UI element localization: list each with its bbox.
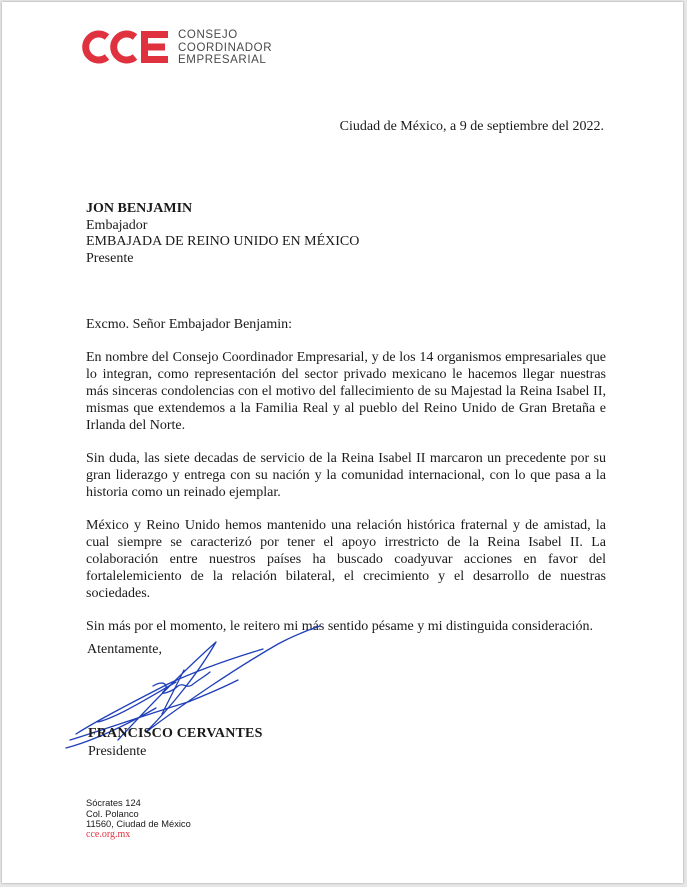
- addressee-name: JON BENJAMIN: [86, 201, 193, 216]
- letter-date: Ciudad de México, a 9 de septiembre del 2022.: [339, 119, 604, 134]
- signer-role: Presidente: [88, 744, 147, 759]
- addressee-block: [86, 201, 359, 267]
- signer-name: FRANCISCO CERVANTES: [88, 726, 263, 741]
- salutation: Excmo. Señor Embajador Benjamin:: [86, 317, 293, 332]
- addressee-presente: Presente: [86, 250, 134, 266]
- paragraph-relationship: México y Reino Unido hemos mantenido una relación histórica fraternal y de amistad, la cual siempre se caracterizó por tener el apoyo irrestricto de la Reina Isabel II. La colaboración entre nuestros países ha buscado coadyuvar acciones en favor del fortalelemiciento de la relación bilateral, el crecimiento y el desarrollo de nuestras sociedades.: [86, 518, 606, 601]
- footer-city: 11560, Ciudad de México: [86, 819, 191, 830]
- closing: Atentamente,: [87, 642, 163, 657]
- letter-page: [2, 2, 683, 883]
- organization-name-line1: CONSEJO: [178, 29, 238, 41]
- footer-website[interactable]: cce.org.mx: [86, 828, 131, 840]
- organization-name: [178, 29, 318, 67]
- addressee-organization: EMBAJADA DE REINO UNIDO EN MÉXICO: [86, 234, 360, 249]
- organization-name-line3: EMPRESARIAL: [178, 54, 267, 67]
- letter-body: [86, 316, 606, 651]
- paragraph-condolences: En nombre del Consejo Coordinador Empresarial, y de los 14 organismos empresariales que lo integran, como representación del sector privado mexicano le hacemos llegar nuestras más sinceras condolencias con el motivo del fallecimiento de su Majestad la Reina Isabel II, mismas que extendemos a la Familia Real y al pueblo del Reino Unido de Gran Bretaña e Irlanda del Norte.: [86, 350, 606, 433]
- addressee-title: Embajador: [86, 217, 148, 233]
- organization-name-line2: COORDINADOR: [178, 41, 273, 54]
- footer-street: Sócrates 124: [86, 798, 141, 808]
- cce-logo-mark: [80, 28, 172, 66]
- signer-block: [88, 725, 263, 761]
- paragraph-legacy: Sin duda, las siete decadas de servicio de la Reina Isabel II marcaron un precedente por su gran liderazgo y entrega con su nación y la comunidad internacional, con lo que pasa a la historia como un reinado ejemplar.: [86, 451, 606, 500]
- footer-address: [86, 798, 191, 840]
- paragraph-farewell: Sin más por el momento, le reitero mi más sentido pésame y mi distinguida consideración.: [86, 619, 594, 634]
- footer-colonia: Col. Polanco: [86, 808, 139, 819]
